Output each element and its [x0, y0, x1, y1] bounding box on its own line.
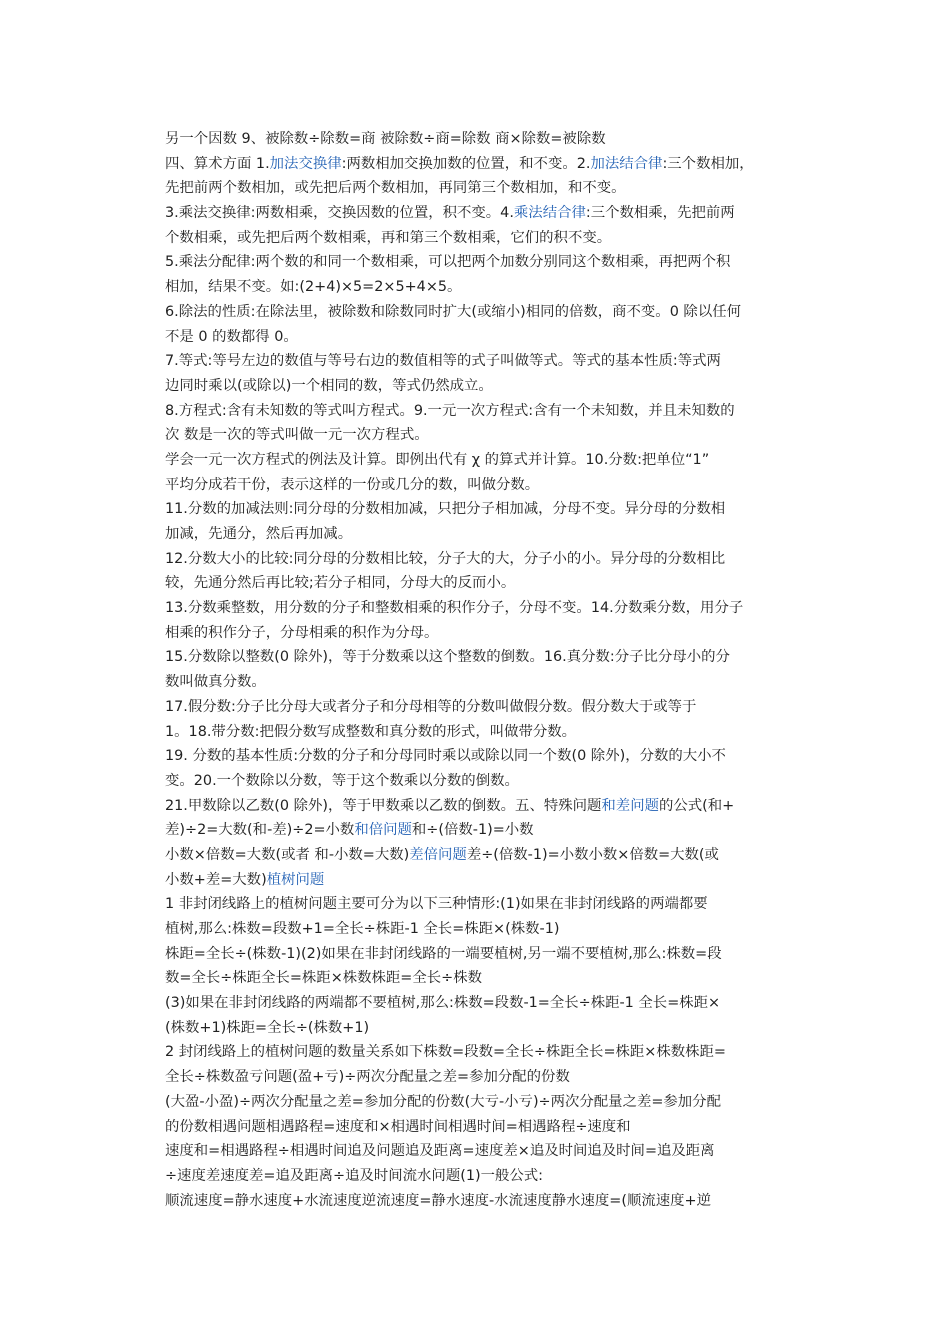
text-run: 平均分成若干份，表示这样的一份或几分的数，叫做分数。 [165, 476, 540, 493]
text-run: 7.等式:等号左边的数值与等号右边的数值相等的式子叫做等式。等式的基本性质:等式两 [165, 353, 721, 370]
text-run: 11.分数的加减法则:同分母的分数相加减，只把分子相加减，分母不变。异分母的分数相 [165, 501, 726, 518]
text-line [165, 448, 815, 473]
text-run: 相乘的积作分子，分母相乘的积作为分母。 [165, 624, 439, 641]
text-run: 不是 0 的数都得 0。 [165, 328, 298, 345]
text-line [165, 325, 815, 350]
text-line [165, 300, 815, 325]
text-run: (株数+1)株距=全长÷(株数+1) [165, 1019, 370, 1036]
text-line [165, 374, 815, 399]
text-line [165, 720, 815, 745]
text-run: 速度和=相遇路程÷相遇时间追及问题追及距离=速度差×追及时间追及时间=追及距离 [165, 1143, 715, 1160]
text-run: 全长÷株数盈亏问题(盈+亏)÷两次分配量之差=参加分配的份数 [165, 1069, 570, 1086]
text-line [165, 645, 815, 670]
text-run: 17.假分数:分子比分母大或者分子和分母相等的分数叫做假分数。假分数大于或等于 [165, 698, 697, 715]
text-run: 个数相乘，或先把后两个数相乘，再和第三个数相乘，它们的积不变。 [165, 229, 612, 246]
text-run: 植树,那么:株数=段数+1=全长÷株距-1 全长=株距×(株数-1) [165, 921, 560, 937]
text-run: :三个数相乘，先把前两 [585, 205, 735, 222]
keyword-link[interactable]: 加法结合律 [590, 155, 663, 172]
keyword-link[interactable]: 植树问题 [266, 871, 325, 888]
text-line [165, 1065, 815, 1090]
keyword-link[interactable]: 和倍问题 [354, 822, 412, 839]
text-run: 1 非封闭线路上的植树问题主要可分为以下三种情形:(1)如果在非封闭线路的两端都要 [165, 896, 708, 913]
keyword-link[interactable]: 和差问题 [601, 797, 659, 814]
text-line [165, 497, 815, 522]
text-line [165, 275, 815, 300]
text-line [165, 176, 815, 201]
text-run: 数叫做真分数。 [165, 674, 266, 691]
text-run: 和÷(倍数-1)=小数 [411, 822, 534, 839]
text-line [165, 868, 815, 893]
text-run: 13.分数乘整数，用分数的分子和整数相乘的积作分子，分母不变。14.分数乘分数，用分子 [165, 600, 744, 617]
text-run: 12.分数大小的比较:同分母的分数相比较，分子大的大，分子小的小。异分母的分数相比 [165, 550, 726, 567]
text-line [165, 1115, 815, 1140]
text-line [165, 201, 815, 226]
text-run: 较，先通分然后再比较;若分子相同，分母大的反而小。 [165, 575, 516, 592]
text-line [165, 695, 815, 720]
text-run: 2 封闭线路上的植树问题的数量关系如下株数=段数=全长÷株距全长=株距×株数株距= [165, 1044, 726, 1061]
text-line [165, 744, 815, 769]
text-line [165, 522, 815, 547]
keyword-link[interactable]: 加法交换律 [269, 155, 342, 172]
text-line [165, 794, 815, 819]
keyword-link[interactable]: 乘法结合律 [513, 205, 586, 222]
text-line [165, 769, 815, 794]
text-line [165, 942, 815, 967]
text-run: 的公式(和+ [658, 797, 735, 814]
text-line [165, 349, 815, 374]
text-line [165, 547, 815, 572]
text-run: 变。20.一个数除以分数，等于这个数乘以分数的倒数。 [165, 772, 519, 789]
text-run: 顺流速度=静水速度+水流速度逆流速度=静水速度-水流速度静水速度=(顺流速度+逆 [165, 1192, 711, 1209]
text-run: 边同时乘以(或除以)一个相同的数，等式仍然成立。 [165, 377, 493, 394]
text-run: 另一个因数 9、被除数÷除数=商 被除数÷商=除数 商×除数=被除数 [165, 131, 606, 147]
text-run: 株距=全长÷(株数-1)(2)如果在非封闭线路的一端要植树,另一端不要植树,那么:株数=段 [165, 945, 722, 962]
text-run: 先把前两个数相加，或先把后两个数相加，再同第三个数相加，和不变。 [165, 180, 626, 197]
text-line [165, 1016, 815, 1041]
text-line [165, 250, 815, 275]
text-line [165, 621, 815, 646]
text-line [165, 226, 815, 251]
text-run: :三个数相加， [662, 155, 754, 172]
text-line [165, 991, 815, 1016]
text-line [165, 1090, 815, 1115]
text-run: 差)÷2=大数(和-差)÷2=小数 [165, 822, 355, 839]
text-run: 21.甲数除以乙数(0 除外)，等于甲数乘以乙数的倒数。五、特殊问题 [165, 797, 602, 814]
text-line [165, 571, 815, 596]
text-line [165, 1139, 815, 1164]
text-line [165, 917, 815, 942]
text-line [165, 423, 815, 448]
text-line [165, 670, 815, 695]
text-run: 3.乘法交换律:两数相乘，交换因数的位置，积不变。4. [165, 205, 514, 222]
keyword-link[interactable]: 差倍问题 [409, 846, 467, 863]
text-run: 小数×倍数=大数(或者 和-小数=大数) [165, 846, 410, 863]
text-run: ÷速度差速度差=追及距离÷追及时间流水问题(1)一般公式: [165, 1167, 544, 1184]
document-body [165, 127, 815, 1213]
text-run: 四、算术方面 1. [165, 155, 270, 172]
text-line [165, 843, 815, 868]
text-line [165, 1164, 815, 1189]
text-line [165, 818, 815, 843]
text-line [165, 1189, 815, 1214]
text-run: (3)如果在非封闭线路的两端都不要植树,那么:株数=段数-1=全长÷株距-1 全长=株距× [165, 995, 721, 1012]
text-line [165, 152, 815, 177]
text-run: 小数+差=大数) [165, 871, 267, 888]
text-line [165, 127, 815, 152]
text-run: 学会一元一次方程式的例法及计算。即例出代有 χ 的算式并计算。10.分数:把单位“1” [165, 451, 710, 468]
text-line [165, 966, 815, 991]
text-run: 的份数相遇问题相遇路程=速度和×相遇时间相遇时间=相遇路程÷速度和 [165, 1118, 631, 1135]
text-run: 数=全长÷株距全长=株距×株数株距=全长÷株数 [165, 970, 482, 987]
text-run: 19. 分数的基本性质:分数的分子和分母同时乘以或除以同一个数(0 除外)，分数的大小不 [165, 748, 726, 765]
text-line [165, 1040, 815, 1065]
text-run: 差÷(倍数-1)=小数小数×倍数=大数(或 [466, 846, 719, 863]
text-run: (大盈-小盈)÷两次分配量之差=参加分配的份数(大亏-小亏)÷两次分配量之差=参加分配 [165, 1093, 721, 1110]
text-run: 15.分数除以整数(0 除外)，等于分数乘以这个整数的倒数。16.真分数:分子比分母小的分 [165, 649, 730, 666]
text-run: :两数相加交换加数的位置，和不变。2. [341, 155, 591, 172]
text-line [165, 473, 815, 498]
text-run: 加减，先通分，然后再加减。 [165, 526, 353, 542]
text-line [165, 399, 815, 424]
text-run: 相加，结果不变。如:(2+4)×5=2×5+4×5。 [165, 279, 462, 296]
text-line [165, 596, 815, 621]
text-run: 1。18.带分数:把假分数写成整数和真分数的形式，叫做带分数。 [165, 723, 577, 740]
text-run: 6.除法的性质:在除法里，被除数和除数同时扩大(或缩小)相同的倍数，商不变。0 除以任何 [165, 303, 741, 320]
text-run: 次 数是一次的等式叫做一元一次方程式。 [165, 427, 429, 444]
text-run: 8.方程式:含有未知数的等式叫方程式。9.一元一次方程式:含有一个未知数，并且未知数的 [165, 402, 735, 419]
text-run: 5.乘法分配律:两个数的和同一个数相乘，可以把两个加数分别同这个数相乘，再把两个积 [165, 254, 731, 271]
text-line [165, 892, 815, 917]
